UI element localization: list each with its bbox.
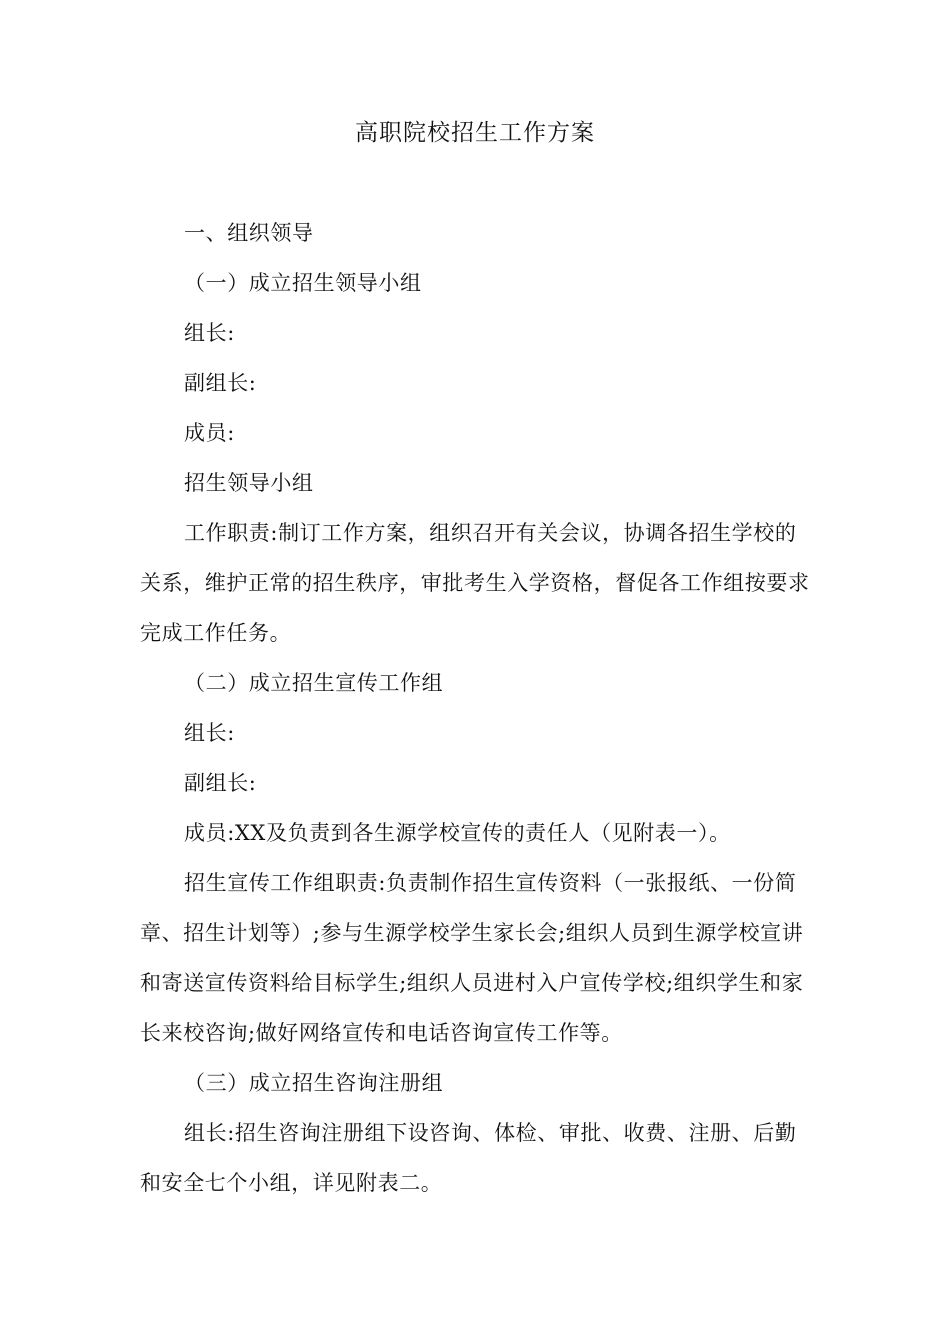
paragraph: 组长:招生咨询注册组下设咨询、体检、审批、收费、注册、后勤和安全七个小组，详见附表二。 (140, 1121, 797, 1195)
subsection-heading: （一）成立招生领导小组 (184, 271, 422, 295)
paragraph: 副组长: (184, 371, 257, 395)
paragraph: 组长: (184, 321, 235, 345)
paragraph: 成员: (184, 421, 235, 445)
document-body (140, 208, 812, 1208)
subsection-heading: （二）成立招生宣传工作组 (184, 671, 444, 695)
paragraph: 组长: (184, 721, 235, 745)
section-heading: 一、组织领导 (184, 221, 314, 245)
paragraph: 工作职责:制订工作方案，组织召开有关会议，协调各招生学校的关系，维护正常的招生秩序，审批考生入学资格，督促各工作组按要求完成工作任务。 (140, 521, 810, 645)
paragraph: 副组长: (184, 771, 257, 795)
paragraph: 招生宣传工作组职责:负责制作招生宣传资料（一张报纸、一份简章、招生计划等）;参与生源学校学生家长会;组织人员到生源学校宣讲和寄送宣传资料给目标学生;组织人员进村入户宣传学校;组织学生和家长来校咨询;做好网络宣传和电话咨询宣传工作等。 (140, 871, 804, 1045)
document-title: 高职院校招生工作方案 (355, 120, 595, 146)
subsection-heading: （三）成立招生咨询注册组 (184, 1071, 444, 1095)
paragraph: 成员:XX及负责到各生源学校宣传的责任人（见附表一）。 (184, 821, 731, 845)
paragraph: 招生领导小组 (184, 471, 314, 495)
